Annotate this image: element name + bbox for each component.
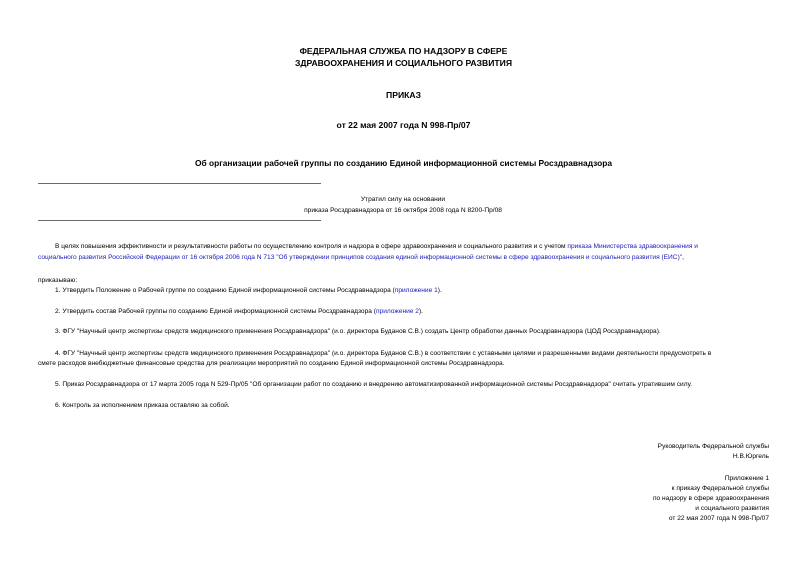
item-4-line2: смете расходов внебюджетные финансовые средства для реализации мероприятий по созданию Единой информационной системы Росздравнадзора. xyxy=(38,360,505,367)
signature-position: Руководитель Федеральной службы xyxy=(657,443,769,450)
divider-top xyxy=(38,183,321,184)
preamble-link-part2[interactable]: социального развития Российской Федерации от 16 октября 2006 года N 713 "Об утверждении принципов создания единой информационной системы в сфере здравоохранения и социального развития (ЕИС)" xyxy=(38,254,683,261)
agency-name-line1: ФЕДЕРАЛЬНАЯ СЛУЖБА ПО НАДЗОРУ В СФЕРЕ xyxy=(299,46,508,56)
document-date-number: от 22 мая 2007 года N 998-Пр/07 xyxy=(336,120,471,130)
document-type: ПРИКАЗ xyxy=(386,90,421,100)
divider-bottom xyxy=(38,220,321,221)
appendix-heading: Приложение 1 xyxy=(724,475,769,482)
preamble-text: В целях повышения эффективности и результативности работы по осуществлению контроля и надзора в сфере здравоохранения и социального развития и с учетом xyxy=(55,243,568,250)
item-2-text: 2. Утвердить состав Рабочей группы по созданию Единой информационной системы Росздравнадзора ( xyxy=(55,308,376,315)
signature-name: Н.В.Юргель xyxy=(732,453,769,460)
appendix-line5: от 22 мая 2007 года N 998-Пр/07 xyxy=(668,515,769,522)
preamble-line1 xyxy=(55,241,698,252)
document-title: Об организации рабочей группы по созданию Единой информационной системы Росздравнадзора xyxy=(195,158,612,168)
appendix-2-link[interactable]: приложение 2 xyxy=(375,308,419,315)
item-1 xyxy=(55,285,442,296)
preamble-link-part1[interactable]: приказа Министерства здравоохранения и xyxy=(567,243,698,250)
item-5: 5. Приказ Росздравнадзора от 17 марта 2005 года N 529-Пр/05 "Об организации работ по созданию и внедрению автоматизированной информационной системы Росздравнадзора" считать утратившим силу. xyxy=(55,381,693,388)
appendix-line4: и социального развития xyxy=(695,505,769,512)
item-1-text: 1. Утвердить Положение о Рабочей группе по созданию Единой информационной системы Росздравнадзора ( xyxy=(55,287,395,294)
order-word: приказываю: xyxy=(38,277,78,284)
agency-name-line2: ЗДРАВООХРАНЕНИЯ И СОЦИАЛЬНОГО РАЗВИТИЯ xyxy=(294,58,512,68)
status-note-line1: Утратил силу на основании xyxy=(360,196,446,203)
item-4-line1: 4. ФГУ "Научный центр экспертизы средств медицинского применения Росздравнадзора" (и.о. директора Буданов С.В.) в соответствии с уставными целями и разрешенными видами деятельности предусмотреть в xyxy=(55,350,712,357)
item-2-end: ). xyxy=(418,308,423,315)
preamble-line2 xyxy=(38,252,684,263)
item-6: 6. Контроль за исполнением приказа оставляю за собой. xyxy=(55,402,230,409)
preamble-comma: , xyxy=(682,254,684,261)
appendix-1-link[interactable]: приложение 1 xyxy=(394,287,438,294)
appendix-line3: по надзору в сфере здравоохранения xyxy=(652,495,769,502)
item-1-end: ). xyxy=(437,287,442,294)
status-note-line2: приказа Росздравнадзора от 16 октября 2008 года N 8200-Пр/08 xyxy=(304,207,502,214)
item-3: 3. ФГУ "Научный центр экспертизы средств медицинского применения Росздравнадзора" (и.о. директора Буданов С.В.) создать Центр обработки данных Росздравнадзора (ЦОД Росздравнадзора). xyxy=(55,328,661,335)
appendix-line2: к приказу Федеральной службы xyxy=(671,485,769,492)
item-2 xyxy=(55,306,423,317)
